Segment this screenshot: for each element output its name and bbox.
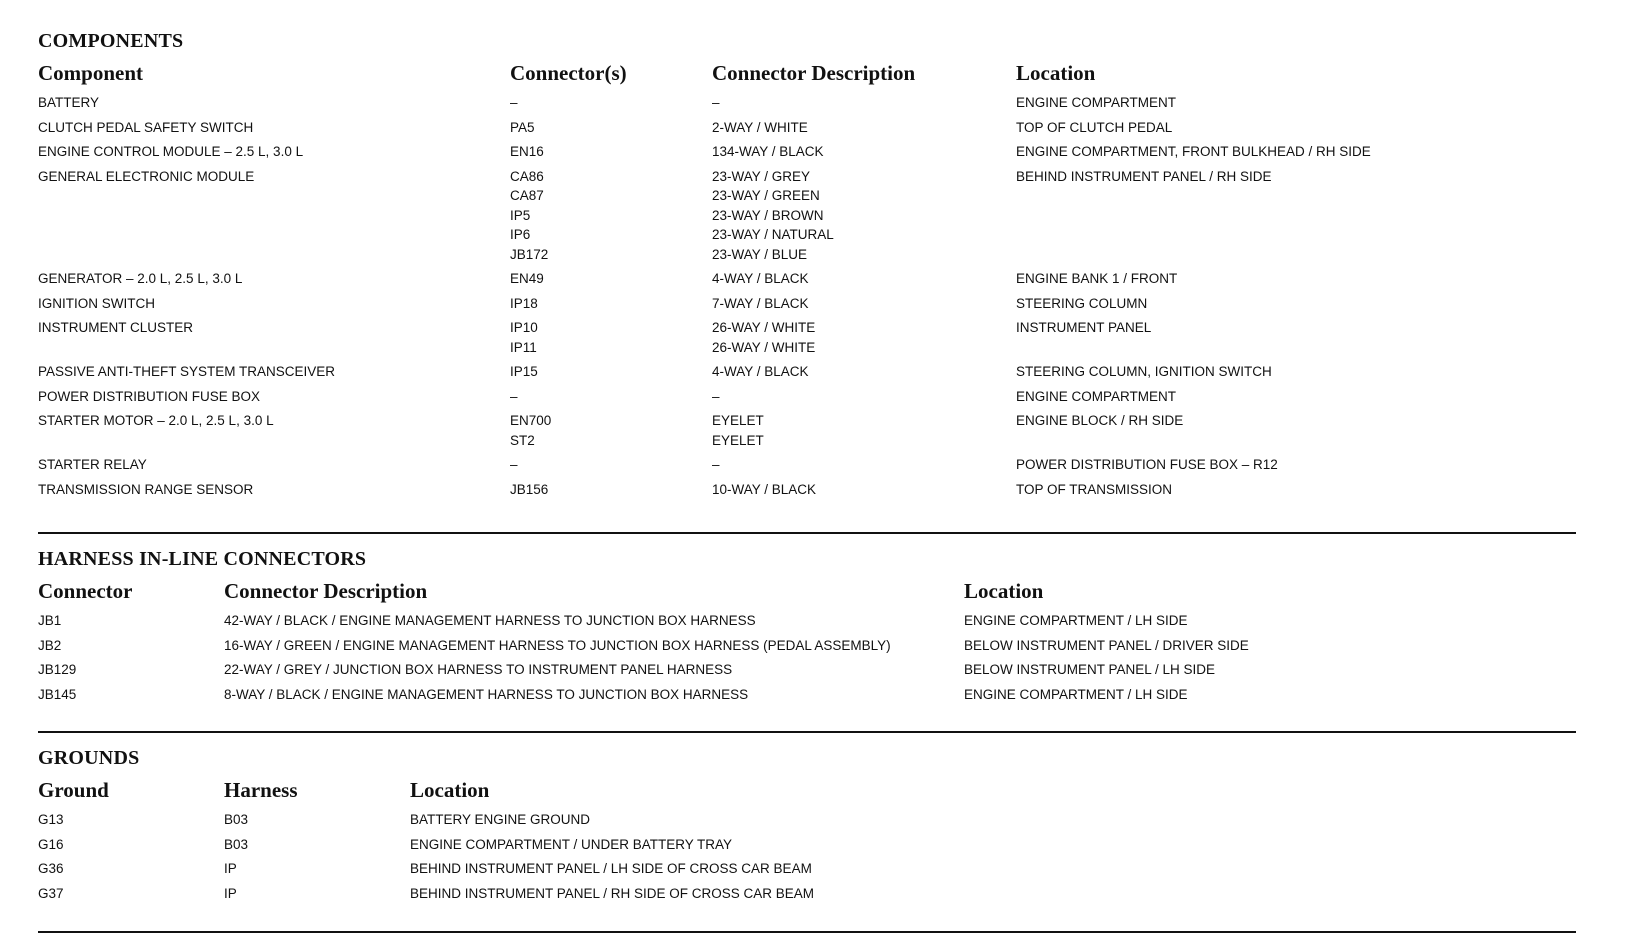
table-row	[38, 657, 1576, 682]
harness-location: BELOW INSTRUMENT PANEL / DRIVER SIDE	[964, 637, 1249, 653]
component-location: BEHIND INSTRUMENT PANEL / RH SIDE	[1016, 168, 1272, 184]
harness-location: BELOW INSTRUMENT PANEL / LH SIDE	[964, 662, 1216, 677]
connector-list	[510, 118, 712, 138]
ground-id: G13	[38, 812, 64, 827]
table-row	[38, 164, 1576, 267]
table-row	[38, 608, 1576, 633]
table-row	[38, 807, 1576, 832]
connector-id: PA5	[510, 119, 535, 135]
harness-connector: JB129	[38, 662, 77, 677]
ground-location: ENGINE COMPARTMENT / UNDER BATTERY TRAY	[410, 836, 733, 852]
components-table-body	[38, 90, 1576, 501]
connector-description: 23-WAY / GREY	[712, 168, 811, 184]
table-row	[38, 881, 1576, 906]
connector-description: 10-WAY / BLACK	[712, 481, 817, 497]
component-location: INSTRUMENT PANEL	[1016, 320, 1152, 335]
table-row	[38, 384, 1576, 409]
table-row	[38, 682, 1576, 707]
connector-list	[510, 167, 712, 265]
component-name: ENGINE CONTROL MODULE – 2.5 L, 3.0 L	[38, 144, 304, 159]
header-ground: Ground	[38, 778, 109, 802]
table-row	[38, 832, 1576, 857]
table-row	[38, 633, 1576, 658]
components-header-row	[38, 60, 1576, 86]
ground-id: G37	[38, 885, 64, 901]
header-connector-description: Connector Description	[712, 61, 916, 85]
table-row	[38, 408, 1576, 452]
component-name: INSTRUMENT CLUSTER	[38, 320, 194, 335]
section-divider	[38, 931, 1576, 933]
connector-list	[510, 318, 712, 357]
connector-description-list	[712, 142, 1016, 162]
component-location: TOP OF CLUTCH PEDAL	[1016, 119, 1173, 135]
grounds-section	[38, 745, 1576, 905]
header-connector: Connector	[38, 579, 133, 603]
connector-description-list	[712, 294, 1016, 314]
ground-harness: B03	[224, 812, 249, 827]
connector-list	[510, 455, 712, 475]
section-divider	[38, 731, 1576, 733]
connector-id: EN16	[510, 144, 544, 159]
ground-harness: IP	[224, 885, 237, 901]
table-row	[38, 266, 1576, 291]
component-location: ENGINE BLOCK / RH SIDE	[1016, 413, 1184, 428]
header-harness: Harness	[224, 778, 298, 802]
connector-description: 26-WAY / WHITE	[712, 339, 816, 355]
connector-list	[510, 480, 712, 500]
connector-description: 7-WAY / BLACK	[712, 295, 809, 311]
connector-description-list	[712, 269, 1016, 289]
table-row	[38, 115, 1576, 140]
harness-connector: JB2	[38, 637, 62, 653]
ground-location: BEHIND INSTRUMENT PANEL / RH SIDE OF CROSS CAR BEAM	[410, 885, 815, 901]
harness-table-body	[38, 608, 1576, 706]
connector-description-list	[712, 167, 1016, 265]
connector-id: JB156	[510, 481, 549, 497]
connector-id: CA86	[510, 168, 544, 184]
component-name: CLUTCH PEDAL SAFETY SWITCH	[38, 119, 254, 135]
grounds-table-body	[38, 807, 1576, 905]
harness-title: HARNESS IN-LINE CONNECTORS	[38, 548, 367, 570]
harness-description: 42-WAY / BLACK / ENGINE MANAGEMENT HARNESS TO JUNCTION BOX HARNESS	[224, 613, 756, 628]
connector-id: –	[510, 457, 518, 472]
connector-id: JB172	[510, 246, 549, 262]
connector-description: 134-WAY / BLACK	[712, 144, 824, 159]
table-row	[38, 452, 1576, 477]
connector-list	[510, 411, 712, 450]
header-component: Component	[38, 61, 144, 85]
connector-description: 23-WAY / GREEN	[712, 188, 820, 203]
connector-description: –	[712, 95, 720, 110]
component-location: ENGINE COMPARTMENT	[1016, 388, 1177, 404]
connector-id: CA87	[510, 188, 544, 203]
component-name: TRANSMISSION RANGE SENSOR	[38, 481, 254, 497]
components-section	[38, 28, 1576, 501]
component-name: IGNITION SWITCH	[38, 295, 155, 311]
table-row	[38, 90, 1576, 115]
section-divider	[38, 532, 1576, 534]
connector-id: –	[510, 388, 518, 404]
ground-harness: IP	[224, 861, 237, 876]
ground-harness: B03	[224, 836, 249, 852]
harness-connector: JB145	[38, 686, 77, 702]
harness-header-row	[38, 578, 1576, 604]
harness-section	[38, 546, 1576, 706]
ground-id: G36	[38, 861, 64, 876]
table-row	[38, 315, 1576, 359]
connector-description-list	[712, 455, 1016, 475]
connector-id: IP10	[510, 320, 538, 335]
connector-description-list	[712, 480, 1016, 500]
connector-description: –	[712, 457, 720, 472]
harness-connector: JB1	[38, 613, 62, 628]
connector-list	[510, 294, 712, 314]
table-row	[38, 139, 1576, 164]
connector-description: 23-WAY / BLUE	[712, 246, 808, 262]
component-name: GENERAL ELECTRONIC MODULE	[38, 168, 255, 184]
harness-location: ENGINE COMPARTMENT / LH SIDE	[964, 613, 1188, 628]
header-connector-description: Connector Description	[224, 579, 428, 603]
connector-id: IP18	[510, 295, 538, 311]
component-location: STEERING COLUMN, IGNITION SWITCH	[1016, 364, 1272, 379]
harness-description: 22-WAY / GREY / JUNCTION BOX HARNESS TO INSTRUMENT PANEL HARNESS	[224, 662, 733, 677]
ground-location: BATTERY ENGINE GROUND	[410, 812, 591, 827]
component-location: ENGINE COMPARTMENT	[1016, 95, 1177, 110]
component-location: ENGINE BANK 1 / FRONT	[1016, 271, 1178, 286]
table-row	[38, 291, 1576, 316]
component-name: STARTER MOTOR – 2.0 L, 2.5 L, 3.0 L	[38, 413, 274, 428]
connector-id: IP6	[510, 227, 531, 242]
connector-list	[510, 362, 712, 382]
connector-description-list	[712, 362, 1016, 382]
connector-description: EYELET	[712, 413, 764, 428]
ground-location: BEHIND INSTRUMENT PANEL / LH SIDE OF CROSS CAR BEAM	[410, 861, 812, 876]
connector-description: 2-WAY / WHITE	[712, 119, 808, 135]
connector-description: 4-WAY / BLACK	[712, 271, 809, 286]
connector-description-list	[712, 387, 1016, 407]
connector-id: ST2	[510, 432, 535, 448]
connector-id: EN700	[510, 413, 552, 428]
components-title: COMPONENTS	[38, 30, 184, 52]
table-row	[38, 477, 1576, 502]
connector-description-list	[712, 318, 1016, 357]
harness-description: 8-WAY / BLACK / ENGINE MANAGEMENT HARNESS TO JUNCTION BOX HARNESS	[224, 686, 749, 702]
connector-description: –	[712, 388, 720, 404]
grounds-title: GROUNDS	[38, 747, 140, 769]
connector-id: IP5	[510, 207, 531, 223]
header-location: Location	[410, 778, 490, 802]
header-location: Location	[1016, 61, 1096, 85]
connector-description: 4-WAY / BLACK	[712, 364, 809, 379]
connector-description: 23-WAY / BROWN	[712, 207, 824, 223]
component-name: STARTER RELAY	[38, 457, 147, 472]
connector-description: EYELET	[712, 432, 764, 448]
component-location: POWER DISTRIBUTION FUSE BOX – R12	[1016, 457, 1278, 472]
connector-description-list	[712, 118, 1016, 138]
connector-description: 23-WAY / NATURAL	[712, 227, 834, 242]
table-row	[38, 856, 1576, 881]
harness-location: ENGINE COMPARTMENT / LH SIDE	[964, 686, 1188, 702]
connector-description: 26-WAY / WHITE	[712, 320, 816, 335]
connector-id: IP11	[510, 339, 537, 355]
connector-id: EN49	[510, 271, 544, 286]
connector-description-list	[712, 411, 1016, 450]
grounds-header-row	[38, 777, 1576, 803]
ground-id: G16	[38, 836, 64, 852]
connector-list	[510, 93, 712, 113]
component-location: TOP OF TRANSMISSION	[1016, 481, 1173, 497]
connector-id: IP15	[510, 364, 538, 379]
harness-description: 16-WAY / GREEN / ENGINE MANAGEMENT HARNESS TO JUNCTION BOX HARNESS (PEDAL ASSEMBLY)	[224, 637, 891, 653]
connector-list	[510, 269, 712, 289]
component-name: BATTERY	[38, 95, 100, 110]
connector-description-list	[712, 93, 1016, 113]
component-location: STEERING COLUMN	[1016, 295, 1148, 311]
connector-id: –	[510, 95, 518, 110]
component-name: PASSIVE ANTI-THEFT SYSTEM TRANSCEIVER	[38, 364, 336, 379]
header-location: Location	[964, 579, 1044, 603]
component-location: ENGINE COMPARTMENT, FRONT BULKHEAD / RH SIDE	[1016, 144, 1371, 159]
connector-list	[510, 142, 712, 162]
header-connectors: Connector(s)	[510, 61, 627, 85]
component-name: GENERATOR – 2.0 L, 2.5 L, 3.0 L	[38, 271, 243, 286]
component-name: POWER DISTRIBUTION FUSE BOX	[38, 388, 261, 404]
connector-list	[510, 387, 712, 407]
table-row	[38, 359, 1576, 384]
